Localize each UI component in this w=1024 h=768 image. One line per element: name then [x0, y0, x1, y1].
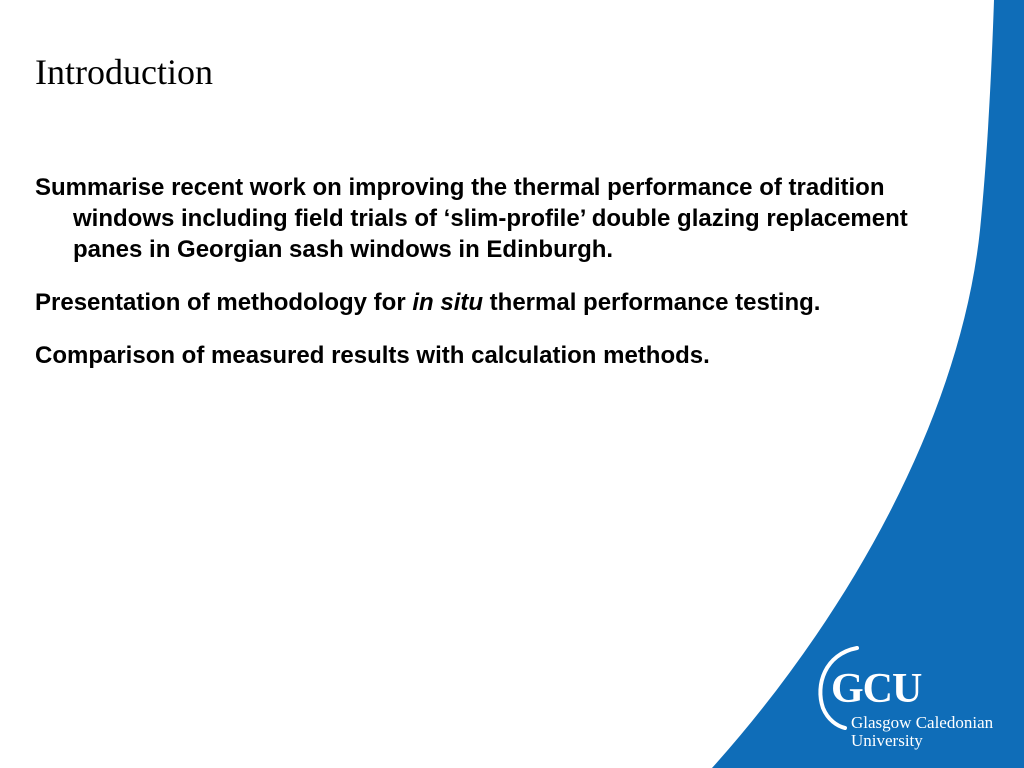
bullet-list [35, 172, 935, 393]
slide-title: Introduction [35, 52, 213, 92]
bullet-text: Summarise recent work on improving the thermal performance of tradition windows including field trials of ‘slim-profile’ double glazing replacement panes in Georgian sash windows in Edinburgh. [35, 174, 908, 263]
bullet-text: Comparison of measured results with calculation methods. [35, 342, 710, 369]
logo-acronym: GCU [831, 666, 922, 712]
bullet-item [35, 172, 953, 265]
bullet-item [35, 287, 933, 318]
bullet-text-after: thermal performance testing. [483, 289, 821, 316]
logo-name-line1: Glasgow Caledonian [851, 713, 994, 732]
bullet-text-italic: in situ [412, 289, 484, 316]
bullet-text-before: Presentation of methodology for [35, 289, 413, 316]
gcu-logo [815, 640, 1015, 755]
logo-name-line2: University [851, 731, 923, 750]
bullet-item [35, 340, 935, 371]
